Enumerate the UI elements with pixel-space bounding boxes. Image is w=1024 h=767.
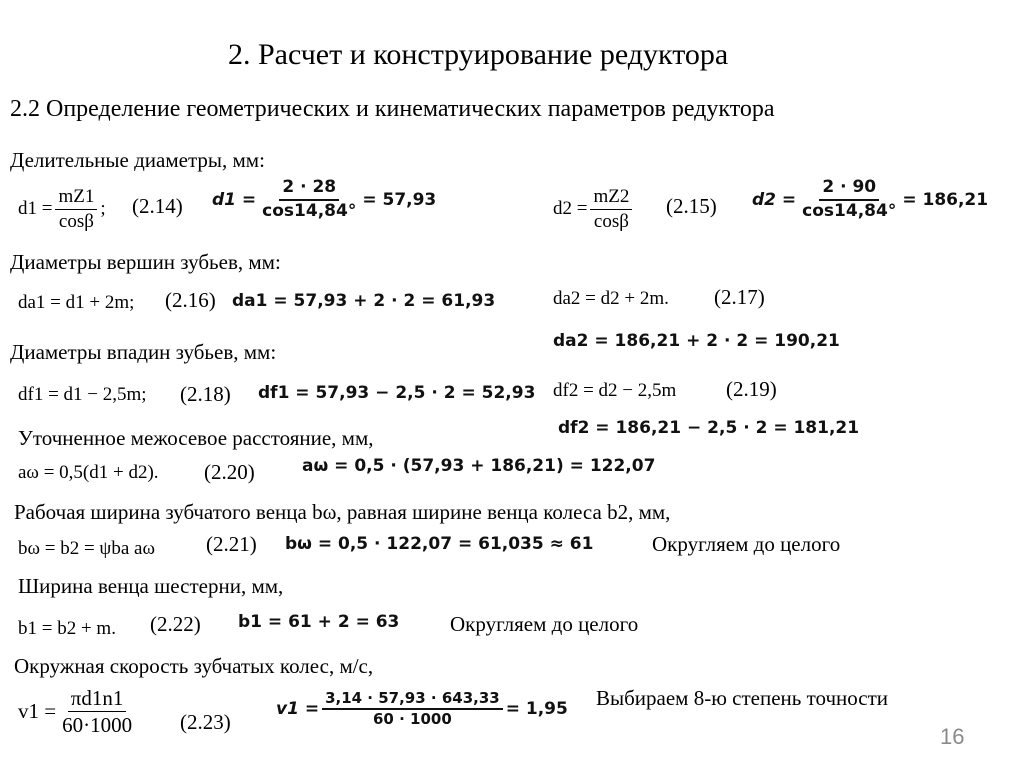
eq-no-2-14: (2.14) [132, 194, 183, 218]
calc-2-15-den: cos14,84° [802, 200, 897, 221]
eq-no-2-17: (2.17) [714, 285, 765, 309]
formula-2-23-fraction [59, 686, 135, 737]
calc-2-15-fraction [799, 178, 899, 221]
calc-2-23-num: 3,14 · 57,93 · 643,33 [322, 690, 503, 710]
formula-2-23-den: 60·1000 [62, 713, 133, 738]
formula-2-14-den: cosβ [58, 210, 94, 232]
calc-2-14-num: 2 · 28 [279, 178, 339, 201]
calc-2-15-num: 2 · 90 [819, 178, 879, 201]
slide-title: 2. Расчет и конструирование редуктора [228, 38, 729, 71]
formula-2-14-num: mZ1 [55, 186, 97, 210]
section-speed: Окружная скорость зубчатых колес, м/с, [14, 654, 374, 678]
calc-2-19: df2 = 186,21 − 2,5 · 2 = 181,21 [558, 418, 860, 438]
eq-no-2-23: (2.23) [180, 710, 231, 734]
calc-2-20: aω = 0,5 · (57,93 + 186,21) = 122,07 [302, 456, 656, 476]
formula-2-17: da2 = d2 + 2m. [553, 288, 669, 309]
section-pinion-width: Ширина венца шестерни, мм, [18, 574, 284, 598]
section-root-diam: Диаметры впадин зубьев, мм: [10, 340, 277, 364]
formula-2-15 [553, 186, 635, 233]
formula-2-23-lhs: v1 = [18, 699, 57, 724]
eq-no-2-15: (2.15) [666, 194, 717, 218]
formula-2-14 [18, 186, 106, 233]
note-round-1: Округляем до целого [652, 532, 841, 556]
eq-no-2-21: (2.21) [206, 532, 257, 556]
formula-2-22: b1 = b2 + m. [18, 618, 116, 639]
calc-2-23 [276, 690, 568, 729]
section-tip-diam: Диаметры вершин зубьев, мм: [10, 250, 281, 274]
calc-2-18: df1 = 57,93 − 2,5 · 2 = 52,93 [258, 383, 536, 403]
calc-2-14-fraction [259, 178, 359, 221]
calc-2-15 [752, 178, 988, 221]
calc-2-23-lhs: v1 = [276, 699, 320, 720]
note-accuracy: Выбираем 8-ю степень точности [596, 686, 889, 710]
page-number: 16 [940, 724, 965, 749]
eq-no-2-20: (2.20) [204, 460, 255, 484]
section-work-width: Рабочая ширина зубчатого венца bω, равная ширине венца колеса b2, мм, [14, 500, 671, 524]
calc-2-17: da2 = 186,21 + 2 · 2 = 190,21 [553, 331, 840, 351]
calc-2-15-lhs: d2 = [752, 189, 797, 210]
calc-2-14-den: cos14,84° [262, 200, 357, 221]
calc-2-14-res: = 57,93 [362, 189, 437, 210]
formula-2-19: df2 = d2 − 2,5m [553, 380, 677, 401]
formula-2-20: aω = 0,5(d1 + d2). [18, 462, 159, 483]
section-center-dist: Уточненное межосевое расстояние, мм, [18, 426, 374, 450]
calc-2-15-res: = 186,21 [902, 189, 989, 210]
calc-2-14-lhs: d1 = [212, 189, 257, 210]
calc-2-14 [212, 178, 436, 221]
formula-2-15-lhs: d2 = [553, 198, 588, 220]
calc-2-16: da1 = 57,93 + 2 · 2 = 61,93 [232, 291, 496, 311]
calc-2-23-fraction [322, 690, 503, 729]
eq-no-2-22: (2.22) [150, 612, 201, 636]
formula-2-14-lhs: d1 = [18, 198, 53, 220]
formula-2-16: da1 = d1 + 2m; [18, 292, 135, 313]
formula-2-21: bω = b2 = ψba aω [18, 538, 155, 559]
eq-no-2-16: (2.16) [165, 288, 216, 312]
formula-2-14-tail: ; [100, 198, 106, 220]
calc-2-21: bω = 0,5 · 122,07 = 61,035 ≈ 61 [285, 534, 594, 554]
formula-2-23 [18, 686, 138, 737]
formula-2-14-fraction [55, 186, 97, 233]
section-divide-diam: Делительные диаметры, мм: [10, 148, 265, 172]
formula-2-23-num: πd1n1 [68, 686, 127, 712]
formula-2-15-den: cosβ [593, 210, 629, 232]
formula-2-15-num: mZ2 [590, 186, 632, 210]
note-round-2: Округляем до целого [450, 612, 639, 636]
formula-2-15-fraction [590, 186, 632, 233]
slide-subtitle: 2.2 Определение геометрических и кинематических параметров редуктора [10, 96, 775, 122]
calc-2-23-res: = 1,95 [505, 699, 568, 720]
calc-2-23-den: 60 · 1000 [373, 710, 452, 729]
eq-no-2-19: (2.19) [726, 377, 777, 401]
eq-no-2-18: (2.18) [180, 382, 231, 406]
formula-2-18: df1 = d1 − 2,5m; [18, 384, 147, 405]
calc-2-22: b1 = 61 + 2 = 63 [238, 612, 400, 632]
